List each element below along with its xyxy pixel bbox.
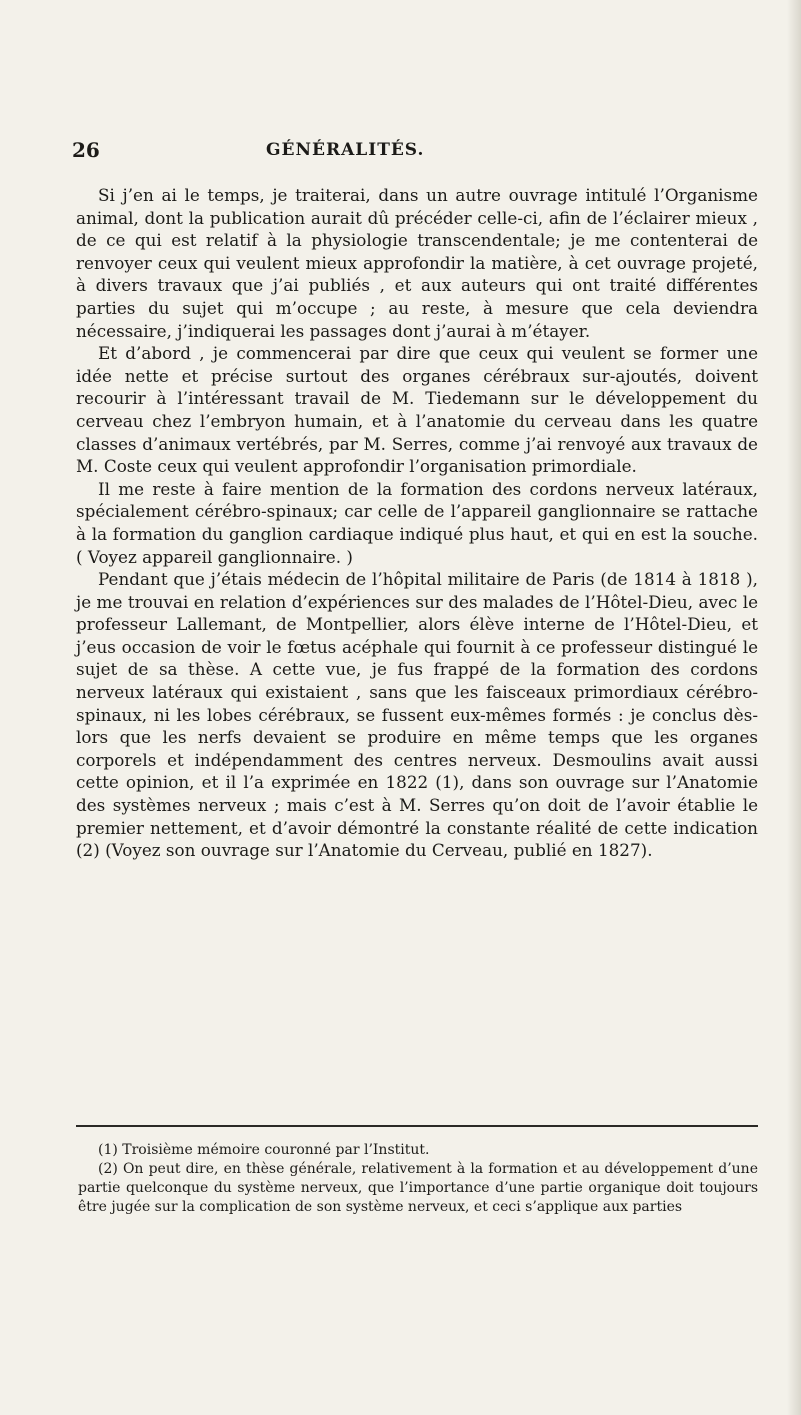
footnote-1: (1) Troisième mémoire couronné par l’Institut. <box>98 1142 430 1158</box>
paragraph-3: Il me reste à faire mention de la formation des cordons nerveux latéraux, spécialement cérébro-spinaux; car celle de l’appareil ganglionnaire se rattache à la formation du ganglion cardiaque indiqué plus haut, et qui en est la souche. ( Voyez appareil ganglionnaire. ) <box>76 478 758 567</box>
page-number: 26 <box>72 138 100 162</box>
page-edge-shadow <box>787 0 801 1415</box>
paragraph-4: Pendant que j’étais médecin de l’hôpital militaire de Paris (de 1814 à 1818 ), je me trouvai en relation d’expériences sur des malades de l’Hôtel-Dieu, avec le professeur Lallemant, de Montpellier, alors élève interne de l’Hôtel-Dieu, et j’eus occasion de voir le fœtus acéphale qui fournit à ce professeur distingué le sujet de sa thèse. A cette vue, je fus frappé de la formation des cordons nerveux latéraux qui existaient , sans que les faisceaux primordiaux cérébro-spinaux, ni les lobes cérébraux, se fussent eux-mêmes formés : je conclus dès-lors que les nerfs devaient se produire en même temps que les organes corporels et indépendamment des centres nerveux. Desmoulins avait aussi cette opinion, et il l’a exprimée en 1822 (1), dans son ouvrage sur l’Anatomie des systèmes nerveux ; mais c’est à M. Serres qu’on doit de l’avoir établie le premier nettement, et d’avoir démontré la constante réalité de cette indication (2) (Voyez son ouvrage sur l’Anatomie du Cerveau, publié en 1827). <box>76 569 758 861</box>
running-head: GÉNÉRALITÉS. <box>266 140 425 160</box>
body-text <box>76 184 758 862</box>
footnote-2: (2) On peut dire, en thèse générale, relativement à la formation et au développement d’une partie quelconque du système nerveux, que l’importance d’une partie organique doit toujours être jugée sur la complication de son système nerveux, et ceci s’applique aux parties <box>78 1161 758 1215</box>
footnote-separator <box>76 1125 758 1127</box>
paragraph-1: Si j’en ai le temps, je traiterai, dans un autre ouvrage intitulé l’Organisme animal, dont la publication aurait dû précéder celle-ci, afin de l’éclairer mieux , de ce qui est relatif à la physiologie transcendentale; je me contenterai de renvoyer ceux qui veulent mieux approfondir la matière, à cet ouvrage projeté, à divers travaux que j’ai publiés , et aux auteurs qui ont traité différentes parties du sujet qui m’occupe ; au reste, à mesure que cela deviendra nécessaire, j’indiquerai les passages dont j’aurai à m’étayer. <box>76 185 758 341</box>
page-header <box>72 138 542 168</box>
paragraph-2: Et d’abord , je commencerai par dire que ceux qui veulent se former une idée nette et précise surtout des organes cérébraux sur-ajoutés, doivent recourir à l’intéressant travail de M. Tiedemann sur le développement du cerveau chez l’embryon humain, et à l’anatomie du cerveau dans les quatre classes d’animaux vertébrés, par M. Serres, comme j’ai renvoyé aux travaux de M. Coste ceux qui veulent approfondir l’organisation primordiale. <box>76 343 758 477</box>
footnotes <box>78 1141 758 1217</box>
